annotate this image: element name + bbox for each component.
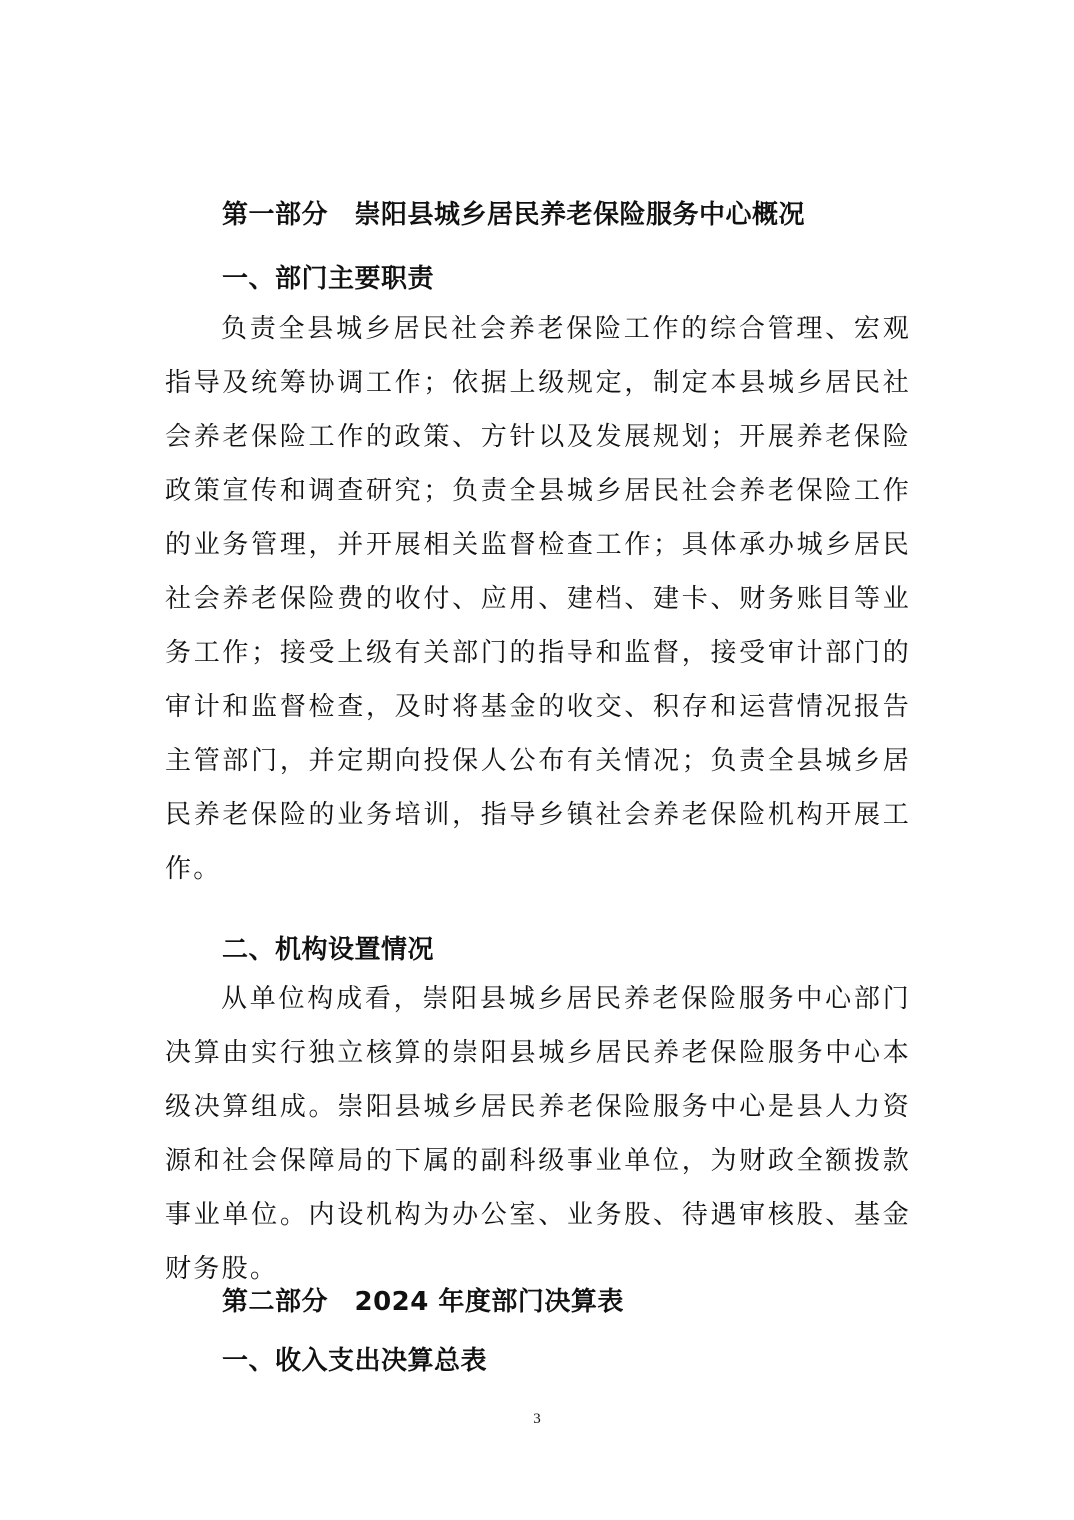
part2-title: 第二部分 2024 年度部门决算表 <box>222 1287 624 1317</box>
page-number: 3 <box>533 1411 541 1427</box>
duties-paragraph: 负责全县城乡居民社会养老保险工作的综合管理、宏观指导及统筹协调工作；依据上级规定，制定本县城乡居民社会养老保险工作的政策、方针以及发展规划；开展养老保险政策宣传和调查研究；负责全县城乡居民社会养老保险工作的业务管理，并开展相关监督检查工作；具体承办城乡居民社会养老保险费的收付、应用、建档、建卡、财务账目等业务工作；接受上级有关部门的指导和监督，接受审计部门的审计和监督检查，及时将基金的收交、积存和运营情况报告主管部门，并定期向投保人公布有关情况；负责全县城乡居民养老保险的业务培训，指导乡镇社会养老保险机构开展工作。 <box>165 314 911 884</box>
section-heading-organization: 二、机构设置情况 <box>222 935 435 965</box>
organization-paragraph: 从单位构成看，崇阳县城乡居民养老保险服务中心部门决算由实行独立核算的崇阳县城乡居民养老保险服务中心本级决算组成。崇阳县城乡居民养老保险服务中心是县人力资源和社会保障局的下属的副科级事业单位，为财政全额拨款事业单位。内设机构为办公室、业务股、待遇审核股、基金财务股。 <box>165 984 911 1284</box>
section-heading-income-expense: 一、收入支出决算总表 <box>222 1346 488 1376</box>
section-heading-duties: 一、部门主要职责 <box>222 264 435 294</box>
part1-title: 第一部分 崇阳县城乡居民养老保险服务中心概况 <box>222 200 806 230</box>
